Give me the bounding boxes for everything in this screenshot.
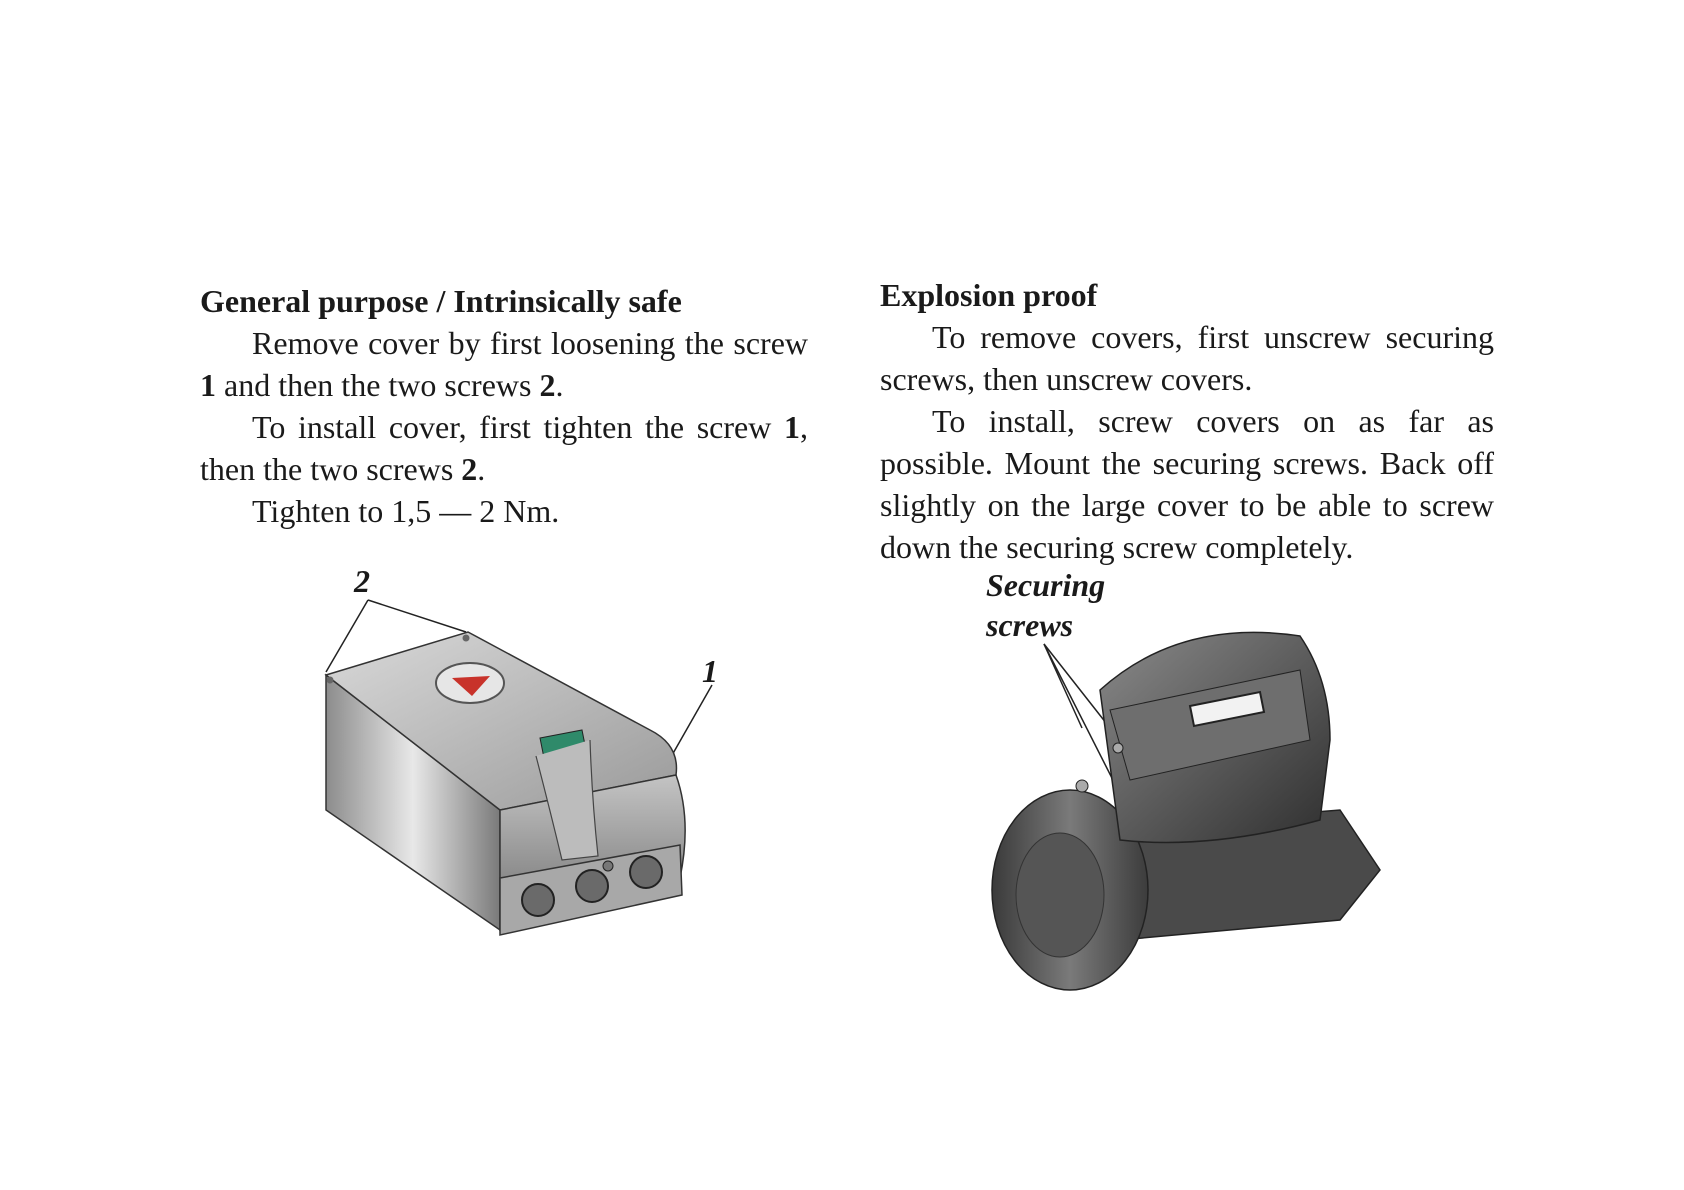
label-screw-1: 1: [702, 653, 718, 689]
paragraph-remove-covers: To remove covers, first unscrew securing screws, then unscrew covers.: [880, 319, 1494, 397]
housing-illustration: [300, 560, 720, 970]
paragraph-torque: Tighten to 1,5 — 2 Nm.: [252, 493, 560, 529]
heading-general-purpose: General purpose / Intrinsically safe: [200, 283, 682, 319]
paragraph-install-covers: To install, screw covers on as far as possible. Mount the securing screws. Back off slightly on the large cover to be able to screw down the securing screw completely.: [880, 403, 1494, 565]
heading-explosion-proof: Explosion proof: [880, 277, 1098, 313]
securing-screw-large-cover: [1113, 743, 1123, 753]
cable-entry-2: [576, 870, 608, 902]
screw-2-right: [463, 635, 470, 642]
leader-line-2a: [326, 600, 368, 672]
figure-general-purpose-housing: [300, 560, 720, 970]
right-column: [880, 274, 1494, 568]
cable-entry-3: [630, 856, 662, 888]
cable-entry-1: [522, 884, 554, 916]
securing-screw-small-cover: [1076, 780, 1088, 792]
paragraph-remove-cover: Remove cover by first loosening the screw 1 and then the two screws 2.: [200, 325, 808, 403]
label-securing: Securing: [986, 567, 1106, 603]
explosion-proof-illustration: [960, 600, 1420, 1000]
small-cover-face: [1016, 833, 1104, 957]
screw-1: [603, 861, 613, 871]
label-screws: screws: [986, 607, 1074, 643]
paragraph-install-cover: To install cover, first tighten the screw 1, then the two screws 2.: [200, 409, 808, 487]
figure-explosion-proof-housing: [960, 567, 1420, 1000]
screw-2-left: [327, 677, 334, 684]
label-screw-2: 2: [354, 563, 370, 599]
leader-line-2b: [368, 600, 466, 632]
left-column: [200, 280, 808, 532]
